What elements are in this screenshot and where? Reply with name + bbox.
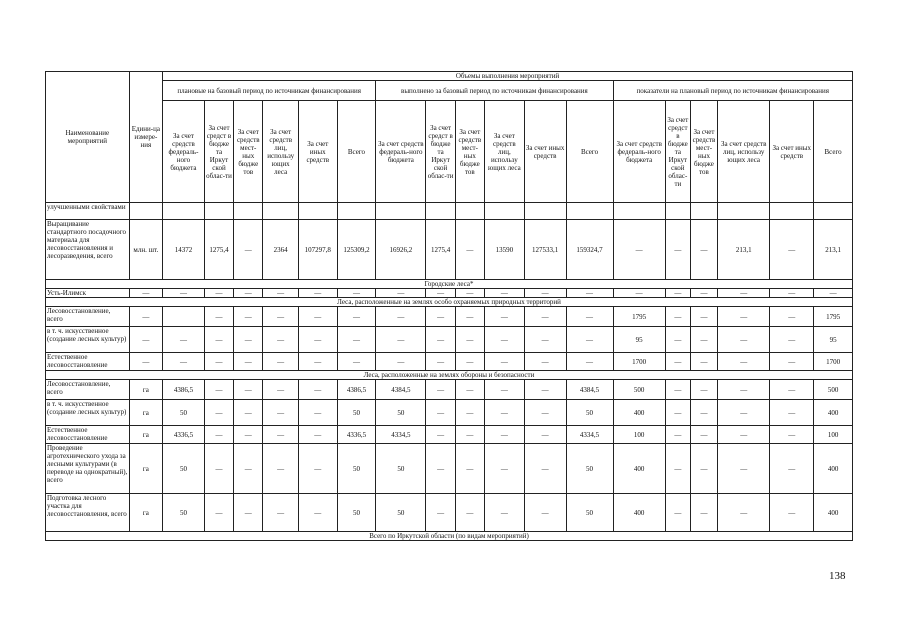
- value-cell: 50: [337, 400, 376, 426]
- value-cell: —: [665, 400, 690, 426]
- section-row: [46, 280, 853, 289]
- value-cell: [814, 203, 853, 220]
- value-cell: 4386,5: [163, 380, 205, 400]
- measure-unit: —: [129, 327, 162, 353]
- value-cell: —: [814, 289, 853, 298]
- value-cell: —: [524, 327, 566, 353]
- measure-name: улучшенными свойствами: [46, 203, 130, 220]
- value-cell: —: [234, 307, 263, 327]
- value-cell: —: [263, 444, 299, 494]
- value-cell: —: [690, 426, 717, 444]
- value-cell: 4334,5: [566, 426, 613, 444]
- measure-name: Усть-Илимск: [46, 289, 130, 298]
- value-cell: —: [298, 400, 337, 426]
- value-cell: 400: [613, 400, 665, 426]
- page-number: 138: [829, 570, 846, 582]
- value-cell: 4386,5: [337, 380, 376, 400]
- value-cell: —: [665, 494, 690, 532]
- value-cell: —: [524, 353, 566, 371]
- value-cell: —: [163, 327, 205, 353]
- value-cell: 50: [566, 444, 613, 494]
- value-cell: 14372: [163, 220, 205, 280]
- source-header: За счет средст в бюдже та Иркут ской облас-ти: [426, 101, 455, 203]
- measure-unit: га: [129, 380, 162, 400]
- value-cell: —: [770, 444, 814, 494]
- period-planned-header: плановые на базовый период по источникам финансирования: [163, 81, 376, 101]
- value-cell: —: [718, 444, 770, 494]
- value-cell: —: [665, 220, 690, 280]
- value-cell: [426, 203, 455, 220]
- value-cell: —: [298, 444, 337, 494]
- value-cell: 100: [814, 426, 853, 444]
- value-cell: 50: [566, 494, 613, 532]
- value-cell: [234, 203, 263, 220]
- value-cell: —: [690, 327, 717, 353]
- value-cell: —: [665, 307, 690, 327]
- table-row: [46, 494, 853, 532]
- value-cell: —: [426, 426, 455, 444]
- value-cell: 159324,7: [566, 220, 613, 280]
- value-cell: —: [376, 353, 426, 371]
- value-cell: —: [455, 426, 484, 444]
- value-cell: 4384,5: [376, 380, 426, 400]
- measure-name: в т. ч. искусственное (создание лесных культур): [46, 327, 130, 353]
- value-cell: 50: [163, 400, 205, 426]
- value-cell: [690, 203, 717, 220]
- value-cell: [524, 203, 566, 220]
- value-cell: —: [770, 494, 814, 532]
- value-cell: 50: [376, 444, 426, 494]
- value-cell: —: [484, 307, 524, 327]
- value-cell: —: [524, 289, 566, 298]
- value-cell: —: [770, 289, 814, 298]
- volumes-group-header: Объемы выполнения мероприятий: [163, 72, 853, 81]
- value-cell: —: [263, 327, 299, 353]
- value-cell: —: [163, 289, 205, 298]
- value-cell: 16926,2: [376, 220, 426, 280]
- measure-name: Естественное лесовосстановление: [46, 353, 130, 371]
- value-cell: 4384,5: [566, 380, 613, 400]
- value-cell: —: [204, 444, 233, 494]
- value-cell: 50: [163, 444, 205, 494]
- period-plan-header: показатели на плановый период по источникам финансирования: [613, 81, 852, 101]
- value-cell: [163, 203, 205, 220]
- value-cell: —: [770, 307, 814, 327]
- value-cell: 400: [613, 494, 665, 532]
- value-cell: —: [234, 400, 263, 426]
- value-cell: —: [484, 380, 524, 400]
- source-header: За счет иных средств: [770, 101, 814, 203]
- source-header: Всего: [566, 101, 613, 203]
- value-cell: —: [665, 353, 690, 371]
- measure-name: Выращивание стандартного посадочного материала для лесовосстановления и лесоразведения, всего: [46, 220, 130, 280]
- value-cell: —: [718, 380, 770, 400]
- source-header: За счет средств мест-ных бюдже тов: [234, 101, 263, 203]
- value-cell: —: [426, 353, 455, 371]
- value-cell: —: [263, 380, 299, 400]
- value-cell: —: [690, 380, 717, 400]
- value-cell: 400: [814, 494, 853, 532]
- value-cell: —: [484, 444, 524, 494]
- value-cell: —: [690, 400, 717, 426]
- value-cell: 4334,5: [376, 426, 426, 444]
- value-cell: —: [263, 353, 299, 371]
- value-cell: —: [524, 307, 566, 327]
- source-header: За счет иных средств: [524, 101, 566, 203]
- value-cell: —: [455, 400, 484, 426]
- value-cell: 95: [814, 327, 853, 353]
- value-cell: —: [524, 426, 566, 444]
- value-cell: —: [298, 307, 337, 327]
- value-cell: —: [455, 380, 484, 400]
- measure-name: Подготовка лесного участка для лесовосстановления, всего: [46, 494, 130, 532]
- value-cell: 500: [613, 380, 665, 400]
- value-cell: —: [263, 426, 299, 444]
- value-cell: 1275,4: [426, 220, 455, 280]
- value-cell: —: [455, 494, 484, 532]
- value-cell: —: [455, 327, 484, 353]
- source-header: За счет средств мест-ных бюдже тов: [690, 101, 717, 203]
- value-cell: 2364: [263, 220, 299, 280]
- value-cell: 50: [566, 400, 613, 426]
- value-cell: —: [263, 494, 299, 532]
- value-cell: [163, 307, 205, 327]
- value-cell: —: [770, 400, 814, 426]
- value-cell: —: [204, 307, 233, 327]
- table-row: [46, 289, 853, 298]
- value-cell: —: [298, 494, 337, 532]
- value-cell: 1795: [613, 307, 665, 327]
- value-cell: —: [524, 494, 566, 532]
- value-cell: —: [337, 307, 376, 327]
- value-cell: —: [718, 400, 770, 426]
- value-cell: —: [263, 400, 299, 426]
- value-cell: —: [718, 307, 770, 327]
- value-cell: —: [455, 307, 484, 327]
- value-cell: —: [455, 220, 484, 280]
- value-cell: —: [337, 289, 376, 298]
- value-cell: —: [770, 327, 814, 353]
- value-cell: [665, 203, 690, 220]
- value-cell: 400: [814, 400, 853, 426]
- value-cell: —: [690, 289, 717, 298]
- measure-name: Естественное лесовосстановление: [46, 426, 130, 444]
- table-row: [46, 400, 853, 426]
- value-cell: 50: [376, 494, 426, 532]
- value-cell: —: [770, 380, 814, 400]
- source-header: За счет средств мест-ных бюдже тов: [455, 101, 484, 203]
- value-cell: [770, 203, 814, 220]
- source-header: За счет иных средств: [298, 101, 337, 203]
- value-cell: 500: [814, 380, 853, 400]
- value-cell: 400: [613, 444, 665, 494]
- measure-unit: —: [129, 307, 162, 327]
- measure-unit: га: [129, 494, 162, 532]
- value-cell: 50: [337, 494, 376, 532]
- value-cell: [298, 203, 337, 220]
- value-cell: 1700: [814, 353, 853, 371]
- value-cell: [263, 203, 299, 220]
- value-cell: —: [770, 426, 814, 444]
- value-cell: [718, 203, 770, 220]
- source-header: За счет средст в бюдже та Иркут ской облас-ти: [665, 101, 690, 203]
- value-cell: —: [718, 289, 770, 298]
- value-cell: —: [426, 494, 455, 532]
- value-cell: —: [613, 289, 665, 298]
- col-name-header: Наименование мероприятий: [46, 72, 130, 203]
- value-cell: 1275,4: [204, 220, 233, 280]
- value-cell: 13590: [484, 220, 524, 280]
- value-cell: —: [665, 426, 690, 444]
- value-cell: —: [690, 307, 717, 327]
- measure-unit: —: [129, 289, 162, 298]
- value-cell: —: [484, 289, 524, 298]
- value-cell: —: [426, 307, 455, 327]
- value-cell: 125309,2: [337, 220, 376, 280]
- value-cell: —: [455, 444, 484, 494]
- value-cell: [376, 203, 426, 220]
- value-cell: —: [484, 400, 524, 426]
- measure-unit: га: [129, 426, 162, 444]
- col-unit-header: Едини-ца измере-ния: [129, 72, 162, 203]
- source-header: За счет средст в бюдже та Иркут ской облас-ти: [204, 101, 233, 203]
- source-header: За счет средств лиц, использу ющих леса: [263, 101, 299, 203]
- value-cell: —: [263, 289, 299, 298]
- value-cell: —: [665, 380, 690, 400]
- value-cell: —: [665, 327, 690, 353]
- value-cell: —: [163, 353, 205, 371]
- value-cell: 50: [337, 444, 376, 494]
- value-cell: —: [566, 353, 613, 371]
- value-cell: [337, 203, 376, 220]
- value-cell: —: [484, 426, 524, 444]
- section-title: Леса, расположенные на землях особо охраняемых природных территорий: [46, 298, 853, 307]
- measure-unit: [129, 203, 162, 220]
- value-cell: —: [337, 353, 376, 371]
- table-row: [46, 444, 853, 494]
- source-header: За счет средств федераль-ного бюджета: [163, 101, 205, 203]
- section-row: [46, 371, 853, 380]
- value-cell: —: [234, 327, 263, 353]
- value-cell: —: [204, 289, 233, 298]
- value-cell: —: [234, 289, 263, 298]
- value-cell: —: [718, 494, 770, 532]
- measure-unit: га: [129, 400, 162, 426]
- measure-name: Лесовосстановление, всего: [46, 380, 130, 400]
- value-cell: 1700: [613, 353, 665, 371]
- value-cell: —: [690, 353, 717, 371]
- value-cell: 107297,8: [298, 220, 337, 280]
- table-row: [46, 203, 853, 220]
- table-row: [46, 380, 853, 400]
- value-cell: —: [204, 426, 233, 444]
- value-cell: —: [770, 220, 814, 280]
- source-header: Всего: [814, 101, 853, 203]
- value-cell: —: [234, 353, 263, 371]
- value-cell: —: [566, 307, 613, 327]
- value-cell: —: [376, 327, 426, 353]
- value-cell: [204, 203, 233, 220]
- value-cell: —: [234, 380, 263, 400]
- value-cell: —: [298, 380, 337, 400]
- value-cell: —: [524, 400, 566, 426]
- value-cell: 213,1: [814, 220, 853, 280]
- value-cell: —: [718, 327, 770, 353]
- measures-table: [45, 71, 853, 541]
- value-cell: —: [426, 289, 455, 298]
- value-cell: —: [613, 220, 665, 280]
- value-cell: [455, 203, 484, 220]
- value-cell: —: [524, 380, 566, 400]
- value-cell: —: [770, 353, 814, 371]
- source-header: За счет средств лиц, использу ющих леса: [484, 101, 524, 203]
- value-cell: 4336,5: [163, 426, 205, 444]
- value-cell: 50: [163, 494, 205, 532]
- section-row: [46, 532, 853, 541]
- value-cell: —: [234, 494, 263, 532]
- value-cell: —: [426, 400, 455, 426]
- value-cell: —: [337, 327, 376, 353]
- value-cell: 50: [376, 400, 426, 426]
- value-cell: —: [298, 289, 337, 298]
- value-cell: —: [484, 353, 524, 371]
- value-cell: [484, 203, 524, 220]
- value-cell: —: [455, 289, 484, 298]
- value-cell: —: [718, 353, 770, 371]
- section-title: Городские леса*: [46, 280, 853, 289]
- value-cell: 100: [613, 426, 665, 444]
- period-done-header: выполнено за базовый период по источникам финансирования: [376, 81, 613, 101]
- value-cell: —: [455, 353, 484, 371]
- value-cell: —: [298, 426, 337, 444]
- section-title: Всего по Иркутской области (по видам мероприятий): [46, 532, 853, 541]
- value-cell: 95: [613, 327, 665, 353]
- value-cell: —: [298, 327, 337, 353]
- value-cell: —: [204, 380, 233, 400]
- value-cell: 400: [814, 444, 853, 494]
- measure-unit: —: [129, 353, 162, 371]
- measure-unit: га: [129, 444, 162, 494]
- value-cell: —: [426, 444, 455, 494]
- section-title: Леса, расположенные на землях обороны и безопасности: [46, 371, 853, 380]
- source-header: За счет средств федераль-ного бюджета: [376, 101, 426, 203]
- value-cell: [566, 203, 613, 220]
- source-header: За счет средств лиц, использу ющих леса: [718, 101, 770, 203]
- value-cell: —: [234, 220, 263, 280]
- source-header: Всего: [337, 101, 376, 203]
- value-cell: —: [426, 327, 455, 353]
- value-cell: —: [263, 307, 299, 327]
- measure-name: Лесовосстановление, всего: [46, 307, 130, 327]
- value-cell: —: [665, 289, 690, 298]
- measure-name: в т. ч. искусственное (создание лесных культур): [46, 400, 130, 426]
- table-row: [46, 307, 853, 327]
- value-cell: —: [566, 289, 613, 298]
- value-cell: —: [298, 353, 337, 371]
- value-cell: —: [690, 220, 717, 280]
- value-cell: —: [690, 444, 717, 494]
- section-row: [46, 298, 853, 307]
- value-cell: —: [376, 307, 426, 327]
- value-cell: —: [524, 444, 566, 494]
- value-cell: —: [426, 380, 455, 400]
- value-cell: —: [718, 426, 770, 444]
- source-header: За счет средств федераль-ного бюджета: [613, 101, 665, 203]
- value-cell: 1795: [814, 307, 853, 327]
- value-cell: —: [376, 289, 426, 298]
- value-cell: —: [484, 327, 524, 353]
- table-row: [46, 327, 853, 353]
- value-cell: —: [484, 494, 524, 532]
- value-cell: —: [204, 494, 233, 532]
- value-cell: [613, 203, 665, 220]
- measure-name: Проведение агротехнического ухода за лесными культурами (в переводе на однократный), всего: [46, 444, 130, 494]
- value-cell: 127533,1: [524, 220, 566, 280]
- value-cell: 4336,5: [337, 426, 376, 444]
- value-cell: —: [566, 327, 613, 353]
- value-cell: —: [665, 444, 690, 494]
- table-row: [46, 353, 853, 371]
- value-cell: —: [690, 494, 717, 532]
- value-cell: —: [234, 444, 263, 494]
- value-cell: —: [204, 353, 233, 371]
- measure-unit: млн. шт.: [129, 220, 162, 280]
- value-cell: 213,1: [718, 220, 770, 280]
- table-row: [46, 220, 853, 280]
- value-cell: —: [204, 327, 233, 353]
- value-cell: —: [204, 400, 233, 426]
- table-row: [46, 426, 853, 444]
- value-cell: —: [234, 426, 263, 444]
